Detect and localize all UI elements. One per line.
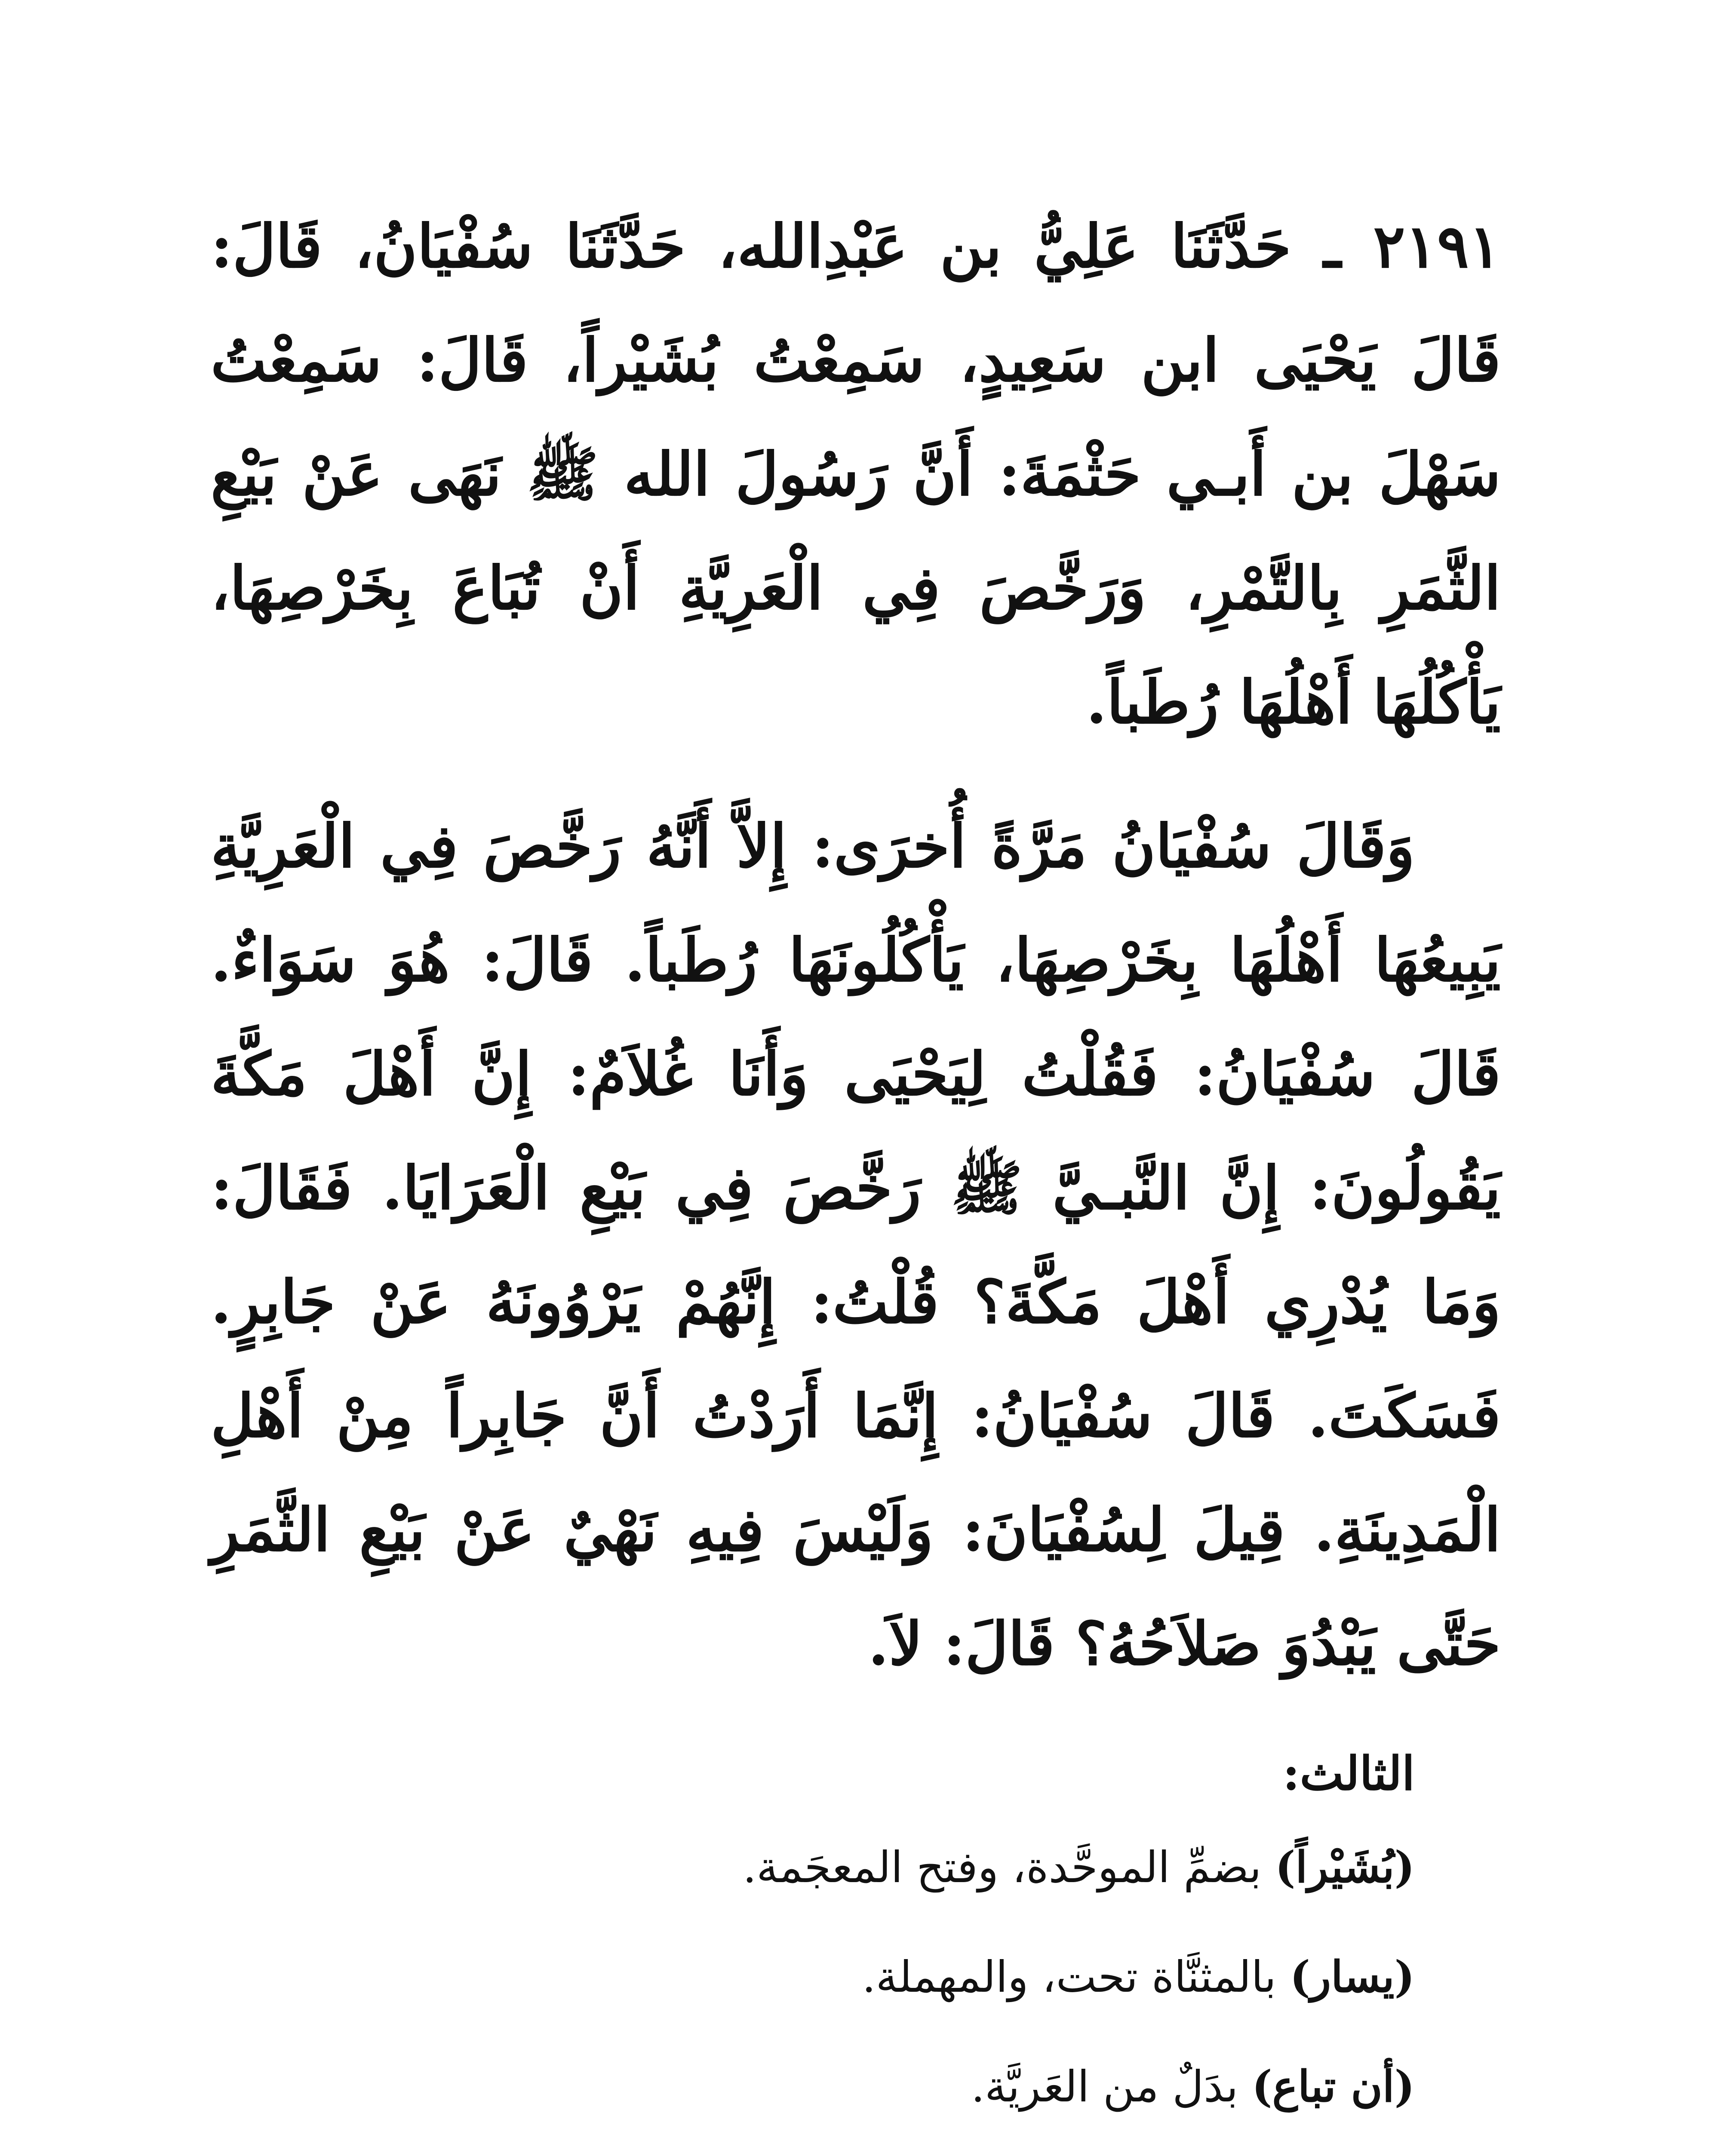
note-term: (يسار) [1290,1951,1415,2002]
note-text: بضمِّ الموحَّدة، وفتح المعجَمة. [743,1842,1275,1892]
page-body [211,189,1501,2150]
hadith-text [211,189,1501,1701]
note-text: بدَلٌ من العَريَّة. [971,2061,1252,2112]
commentary-note [211,1821,1501,1914]
hadith-paragraph-1: ٢١٩١ ـ حَدَّثَنَا عَلِيُّ بن عَبْدِالله، حَدَّثَنَا سُفْيَانُ، قَالَ: قَالَ يَحْيَى ابن سَعِيدٍ، سَمِعْتُ بُشَيْراً، قَالَ: سَمِعْتُ سَهْلَ بن أَبـي حَثْمَةَ: أَنَّ رَسُولَ الله ﷺ نَهَى عَنْ بَيْعِ الثَّمَرِ بِالتَّمْرِ، وَرَخَّصَ فِي الْعَرِيَّةِ أَنْ تُبَاعَ بِخَرْصِهَا، يَأْكُلُهَا أَهْلُهَا رُطَباً. [211,211,1501,737]
note-text: بالمثنَّاة تحت، والمهملة. [862,1952,1290,2002]
commentary-heading: الثالث: [1282,1747,1415,1801]
hadith-paragraph-2: وَقَالَ سُفْيَانُ مَرَّةً أُخرَى: إِلاَّ أَنَّهُ رَخَّصَ فِي الْعَرِيَّةِ يَبِيعُهَا أَهْلُهَا بِخَرْصِهَا، يَأْكُلُونَهَا رُطَباً. قَالَ: هُوَ سَوَاءٌ. قَالَ سُفْيَانُ: فَقُلْتُ لِيَحْيَى وَأَنَا غُلاَمٌ: إِنَّ أَهْلَ مَكَّةَ يَقُولُونَ: إِنَّ النَّبـيَّ ﷺ رَخَّصَ فِي بَيْعِ الْعَرَايَا. فَقَالَ: وَمَا يُدْرِي أَهْلَ مَكَّةَ؟ قُلْتُ: إِنَّهُمْ يَرْوُونَهُ عَنْ جَابِرٍ. فَسَكَتَ. قَالَ سُفْيَانُ: إِنَّمَا أَرَدْتُ أَنَّ جَابِراً مِنْ أَهْلِ الْمَدِينَةِ. قِيلَ لِسُفْيَانَ: وَلَيْسَ فِيهِ نَهْيٌ عَنْ بَيْعِ الثَّمَرِ حَتَّى يَبْدُوَ صَلاَحُهُ؟ قَالَ: لاَ. [211,811,1501,1679]
commentary-note [211,2040,1501,2133]
note-term: (بُشَيْراً) [1275,1842,1415,1892]
commentary [211,1726,1501,2150]
note-term: (أن تباع) [1252,2061,1415,2112]
commentary-note [211,1931,1501,2023]
